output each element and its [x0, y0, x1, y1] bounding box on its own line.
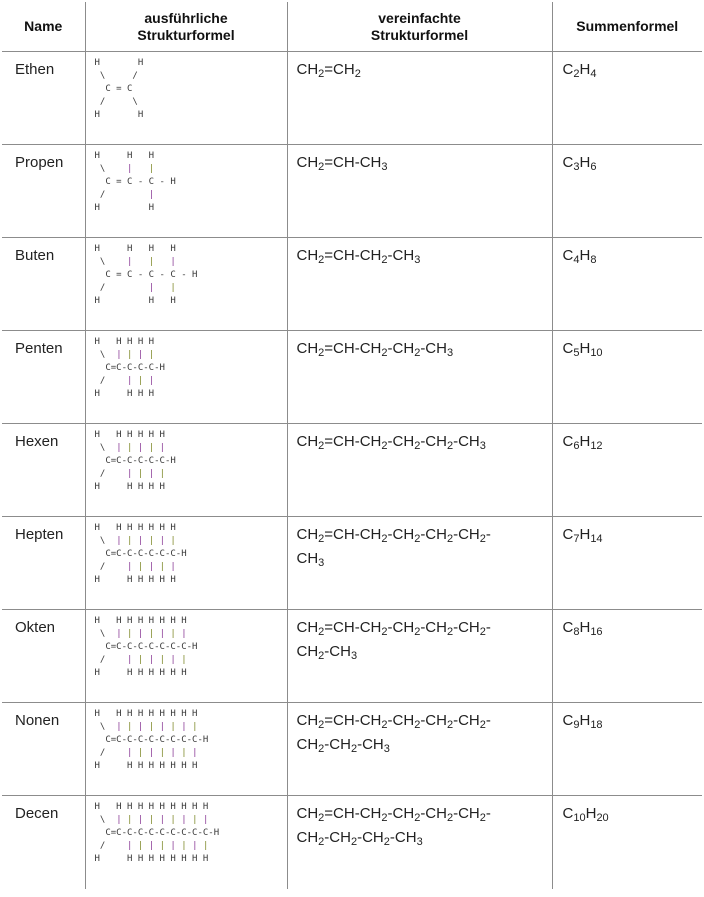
- formula-line: H H H H H H H H: [94, 761, 198, 771]
- subscript: 2: [318, 650, 325, 662]
- header-structural-full-text: ausführliche Strukturformel: [137, 9, 235, 43]
- table-row: [2, 796, 702, 889]
- bond-glyph: |: [116, 443, 122, 453]
- molecular-formula: $C_5H_{10}$: [562, 340, 603, 359]
- subscript: 2: [479, 626, 486, 638]
- bond-glyph: |: [159, 748, 165, 758]
- bond-glyph: |: [170, 257, 176, 267]
- molecular-formula: $C_2H_4$: [562, 61, 597, 80]
- simple-formula: $CH_2=CH_2$: [296, 61, 361, 80]
- bond-glyph: |: [127, 629, 133, 639]
- bond-glyph: |: [137, 376, 144, 386]
- cell-name: [2, 517, 85, 610]
- formula-line: / | | | | |: [99, 562, 176, 572]
- subscript: 3: [446, 347, 454, 359]
- structural-formula-diagram: [95, 429, 287, 494]
- bond-glyph: |: [148, 629, 155, 639]
- subscript: 2: [479, 719, 486, 731]
- bond-glyph: |: [148, 283, 155, 293]
- formula-line: / |: [99, 190, 155, 200]
- header-name: Name: [2, 2, 85, 52]
- bond-glyph: |: [170, 629, 176, 639]
- bond-glyph: |: [127, 257, 133, 267]
- bond-glyph: |: [181, 841, 187, 851]
- bond-glyph: |: [127, 562, 133, 572]
- table-row: [2, 517, 702, 610]
- bond-glyph: |: [137, 815, 144, 825]
- formula-line: / | | |: [99, 376, 155, 386]
- subscript: 3: [318, 557, 325, 569]
- formula-line: C=C-C-C-C-C-H: [94, 456, 176, 466]
- bond-glyph: |: [148, 190, 155, 200]
- cell-structural-full: [85, 517, 287, 610]
- cell-molecular: [552, 424, 702, 517]
- subscript: 2: [414, 719, 421, 731]
- formula-line: C=C-C-C-C-C-C-C-C-H: [94, 735, 209, 745]
- subscript: 3: [383, 743, 390, 755]
- bond-glyph: |: [116, 815, 122, 825]
- bond-glyph: |: [137, 722, 144, 732]
- subscript: 2: [446, 719, 454, 731]
- subscript: 16: [590, 626, 603, 638]
- bond-glyph: |: [148, 815, 155, 825]
- table-body: [2, 52, 702, 889]
- subscript: 2: [350, 836, 358, 848]
- cell-structural-full: [85, 238, 287, 331]
- subscript: 9: [573, 719, 580, 731]
- cell-structural-simple: [287, 517, 552, 610]
- cell-name: [2, 238, 85, 331]
- bond-glyph: |: [148, 655, 155, 665]
- cell-molecular: [552, 796, 702, 889]
- bond-glyph: |: [137, 655, 144, 665]
- cell-structural-simple: [287, 238, 552, 331]
- bond-glyph: |: [137, 443, 144, 453]
- cell-molecular: [552, 331, 702, 424]
- alkene-name: Okten: [15, 619, 56, 636]
- formula-line: H H H: [94, 296, 176, 306]
- bond-glyph: |: [127, 376, 133, 386]
- simple-formula-line: $CH_2-CH_2-CH_3$: [296, 736, 390, 755]
- table-row: [2, 52, 702, 145]
- table-row: [2, 424, 702, 517]
- bond-glyph: |: [159, 815, 165, 825]
- bond-glyph: |: [148, 536, 155, 546]
- formula-line: / | | | | | | | |: [99, 841, 209, 851]
- subscript: 2: [318, 812, 325, 824]
- subscript: 3: [573, 161, 580, 173]
- table-row: [2, 331, 702, 424]
- bond-glyph: |: [181, 655, 187, 665]
- subscript: 2: [318, 161, 325, 173]
- formula-line: \ /: [94, 71, 138, 81]
- bond-glyph: |: [137, 841, 144, 851]
- subscript: 2: [414, 533, 421, 545]
- bond-glyph: |: [170, 722, 176, 732]
- cell-structural-full: [85, 703, 287, 796]
- formula-line: / | | | |: [99, 469, 165, 479]
- alkene-table: [2, 2, 702, 889]
- cell-molecular: [552, 517, 702, 610]
- bond-glyph: |: [148, 257, 155, 267]
- formula-line: / | | | | | | |: [99, 748, 198, 758]
- subscript: 2: [381, 533, 388, 545]
- bond-glyph: |: [148, 376, 155, 386]
- formula-line: H H: [94, 58, 144, 68]
- formula-line: H H H H H H: [94, 430, 165, 440]
- bond-glyph: |: [127, 655, 133, 665]
- simple-formula-line: $CH_2=CH-CH_2-CH_2-CH_2-CH_2-$: [296, 619, 491, 638]
- subscript: 10: [573, 812, 586, 824]
- cell-name: [2, 424, 85, 517]
- simple-formula-line: $CH_2=CH-CH_2-CH_2-CH_2-CH_2-$: [296, 712, 491, 731]
- cell-structural-full: [85, 52, 287, 145]
- molecular-formula: $C_3H_6$: [562, 154, 597, 173]
- formula-line: \ | | | | | | |: [99, 629, 187, 639]
- alkene-name: Nonen: [15, 712, 60, 729]
- subscript: 3: [479, 440, 486, 452]
- bond-glyph: |: [170, 841, 176, 851]
- formula-line: \ | | | | |: [99, 443, 165, 453]
- bond-glyph: |: [192, 815, 198, 825]
- table-row: [2, 238, 702, 331]
- cell-structural-full: [85, 796, 287, 889]
- cell-molecular: [552, 238, 702, 331]
- structural-formula-diagram: [95, 801, 287, 866]
- molecular-formula: $C_9H_{18}$: [562, 712, 603, 731]
- bond-glyph: |: [159, 841, 165, 851]
- subscript: 2: [381, 440, 388, 452]
- bond-glyph: |: [127, 350, 133, 360]
- formula-line: H H H H H H H H H: [94, 709, 198, 719]
- bond-glyph: |: [192, 722, 198, 732]
- bond-glyph: |: [127, 164, 133, 174]
- bond-glyph: |: [170, 655, 176, 665]
- bond-glyph: |: [202, 815, 209, 825]
- subscript: 3: [381, 161, 388, 173]
- subscript: 7: [573, 533, 580, 545]
- alkene-name: Penten: [15, 340, 63, 357]
- cell-structural-simple: [287, 610, 552, 703]
- bond-glyph: |: [159, 629, 165, 639]
- subscript: 2: [381, 347, 388, 359]
- subscript: 8: [590, 254, 597, 266]
- header-structural-simple: [287, 2, 552, 52]
- formula-line: \ | | | |: [99, 350, 155, 360]
- formula-line: / | |: [99, 283, 176, 293]
- cell-structural-full: [85, 145, 287, 238]
- molecular-formula: $C_6H_{12}$: [562, 433, 603, 452]
- bond-glyph: |: [127, 841, 133, 851]
- formula-line: H H H H H H H: [94, 668, 187, 678]
- cell-structural-simple: [287, 145, 552, 238]
- cell-name: [2, 796, 85, 889]
- alkene-name: Decen: [15, 805, 59, 822]
- cell-name: [2, 52, 85, 145]
- subscript: 2: [381, 812, 388, 824]
- formula-line: H H H H H H H H: [94, 616, 187, 626]
- formula-line: H H H H H H H: [94, 523, 176, 533]
- alkene-name: Hexen: [15, 433, 59, 450]
- bond-glyph: |: [137, 748, 144, 758]
- molecular-formula: $C_7H_{14}$: [562, 526, 603, 545]
- cell-structural-simple: [287, 424, 552, 517]
- cell-molecular: [552, 52, 702, 145]
- formula-line: H H: [94, 203, 155, 213]
- bond-glyph: |: [159, 536, 165, 546]
- bond-glyph: |: [137, 562, 144, 572]
- subscript: 2: [318, 440, 325, 452]
- structural-formula-diagram: [95, 150, 287, 215]
- subscript: 3: [350, 650, 358, 662]
- bond-glyph: |: [202, 841, 209, 851]
- subscript: 3: [416, 836, 423, 848]
- header-molecular: Summenformel: [552, 2, 702, 52]
- alkene-name: Ethen: [15, 61, 55, 78]
- subscript: 5: [573, 347, 580, 359]
- header-structural-full: [85, 2, 287, 52]
- subscript: 14: [590, 533, 603, 545]
- subscript: 2: [350, 743, 358, 755]
- bond-glyph: |: [159, 655, 165, 665]
- bond-glyph: |: [116, 536, 122, 546]
- molecular-formula: $C_{10}H_{20}$: [562, 805, 609, 824]
- subscript: 4: [590, 68, 597, 80]
- table-header: [2, 2, 702, 52]
- cell-structural-simple: [287, 331, 552, 424]
- cell-molecular: [552, 610, 702, 703]
- bond-glyph: |: [148, 350, 155, 360]
- subscript: 2: [414, 440, 421, 452]
- subscript: 2: [381, 254, 388, 266]
- formula-line: H H H H: [94, 244, 176, 254]
- molecular-formula: $C_4H_8$: [562, 247, 597, 266]
- subscript: 20: [596, 812, 609, 824]
- bond-glyph: |: [148, 164, 155, 174]
- bond-glyph: |: [137, 629, 144, 639]
- cell-structural-full: [85, 331, 287, 424]
- cell-structural-simple: [287, 796, 552, 889]
- bond-glyph: |: [148, 722, 155, 732]
- bond-glyph: |: [137, 536, 144, 546]
- formula-line: H H H H H H H H H H: [94, 802, 209, 812]
- simple-formula-line: $CH_2=CH-CH_2-CH_2-CH_2-CH_2-$: [296, 526, 491, 545]
- subscript: 2: [318, 626, 325, 638]
- cell-structural-full: [85, 610, 287, 703]
- subscript: 2: [318, 533, 325, 545]
- cell-molecular: [552, 145, 702, 238]
- cell-name: [2, 703, 85, 796]
- bond-glyph: |: [137, 350, 144, 360]
- formula-line: H H H H H: [94, 482, 165, 492]
- simple-formula: $CH_2=CH-CH_2-CH_3$: [296, 247, 421, 266]
- cell-name: [2, 145, 85, 238]
- header-structural-simple-text: vereinfachte Strukturformel: [370, 9, 469, 43]
- subscript: 2: [479, 812, 486, 824]
- subscript: 3: [414, 254, 421, 266]
- bond-glyph: |: [181, 815, 187, 825]
- cell-name: [2, 331, 85, 424]
- structural-formula-diagram: [95, 243, 287, 308]
- subscript: 2: [318, 836, 325, 848]
- simple-formula: $CH_2=CH-CH_2-CH_2-CH_2-CH_3$: [296, 433, 486, 452]
- bond-glyph: |: [127, 748, 133, 758]
- subscript: 2: [479, 533, 486, 545]
- bond-glyph: |: [170, 815, 176, 825]
- subscript: 18: [590, 719, 603, 731]
- cell-name: [2, 610, 85, 703]
- subscript: 2: [381, 719, 388, 731]
- formula-line: C=C-C-C-C-C-C-C-H: [94, 642, 198, 652]
- structural-formula-diagram: [95, 57, 287, 122]
- subscript: 8: [573, 626, 580, 638]
- subscript: 2: [446, 533, 454, 545]
- bond-glyph: |: [148, 469, 155, 479]
- bond-glyph: |: [148, 748, 155, 758]
- subscript: 2: [573, 68, 580, 80]
- subscript: 2: [446, 440, 454, 452]
- bond-glyph: |: [127, 469, 133, 479]
- structural-formula-diagram: [95, 522, 287, 587]
- bond-glyph: |: [181, 722, 187, 732]
- alkene-name: Propen: [15, 154, 64, 171]
- formula-line: C=C-C-C-C-C-C-H: [94, 549, 187, 559]
- simple-formula-line: $CH_3$: [296, 550, 325, 569]
- formula-line: / \: [94, 97, 138, 107]
- bond-glyph: |: [159, 443, 165, 453]
- bond-glyph: |: [192, 748, 198, 758]
- bond-glyph: |: [170, 562, 176, 572]
- bond-glyph: |: [127, 536, 133, 546]
- table-row: [2, 610, 702, 703]
- table-row: [2, 703, 702, 796]
- subscript: 2: [446, 812, 454, 824]
- formula-line: H H H H H H H H H: [94, 854, 209, 864]
- subscript: 2: [414, 347, 421, 359]
- formula-line: \ | | |: [99, 257, 176, 267]
- cell-structural-simple: [287, 703, 552, 796]
- subscript: 2: [446, 626, 454, 638]
- bond-glyph: |: [127, 443, 133, 453]
- alkene-name: Hepten: [15, 526, 64, 543]
- formula-line: H H: [94, 110, 144, 120]
- formula-line: \ | | | | | | | | |: [99, 815, 209, 825]
- formula-line: \ | | | | | |: [99, 536, 176, 546]
- subscript: 2: [414, 626, 421, 638]
- subscript: 2: [318, 743, 325, 755]
- bond-glyph: |: [170, 748, 176, 758]
- bond-glyph: |: [116, 722, 122, 732]
- formula-line: C = C: [94, 84, 133, 94]
- subscript: 4: [573, 254, 580, 266]
- subscript: 12: [590, 440, 603, 452]
- bond-glyph: |: [127, 722, 133, 732]
- formula-line: H H H H H: [94, 337, 155, 347]
- bond-glyph: |: [116, 629, 122, 639]
- bond-glyph: |: [170, 283, 176, 293]
- bond-glyph: |: [159, 722, 165, 732]
- simple-formula: $CH_2=CH-CH_2-CH_2-CH_3$: [296, 340, 454, 359]
- formula-line: \ | | | | | | | |: [99, 722, 198, 732]
- subscript: 2: [414, 812, 421, 824]
- cell-structural-simple: [287, 52, 552, 145]
- bond-glyph: |: [148, 841, 155, 851]
- simple-formula-line: $CH_2=CH-CH_2-CH_2-CH_2-CH_2-$: [296, 805, 491, 824]
- cell-structural-full: [85, 424, 287, 517]
- bond-glyph: |: [181, 629, 187, 639]
- table-row: [2, 145, 702, 238]
- subscript: 2: [318, 347, 325, 359]
- formula-line: \ | |: [99, 164, 155, 174]
- formula-line: H H H H: [94, 389, 155, 399]
- bond-glyph: |: [159, 469, 165, 479]
- simple-formula-line: $CH_2-CH_3$: [296, 643, 358, 662]
- structural-formula-diagram: [95, 708, 287, 773]
- bond-glyph: |: [181, 748, 187, 758]
- subscript: 6: [573, 440, 580, 452]
- simple-formula: $CH_2=CH-CH_3$: [296, 154, 388, 173]
- formula-line: C=C-C-C-C-H: [94, 363, 165, 373]
- subscript: 2: [383, 836, 390, 848]
- subscript: 2: [381, 626, 388, 638]
- bond-glyph: |: [192, 841, 198, 851]
- bond-glyph: |: [127, 815, 133, 825]
- formula-line: H H H: [94, 151, 155, 161]
- subscript: 2: [354, 68, 361, 80]
- formula-line: H H H H H H: [94, 575, 176, 585]
- subscript: 6: [590, 161, 597, 173]
- subscript: 2: [318, 254, 325, 266]
- molecular-formula: $C_8H_{16}$: [562, 619, 603, 638]
- bond-glyph: |: [116, 350, 122, 360]
- bond-glyph: |: [137, 469, 144, 479]
- formula-line: C=C-C-C-C-C-C-C-C-C-H: [94, 828, 220, 838]
- formula-line: C = C - C - C - H: [94, 270, 198, 280]
- bond-glyph: |: [159, 562, 165, 572]
- subscript: 2: [318, 719, 325, 731]
- alkene-name: Buten: [15, 247, 55, 264]
- subscript: 2: [318, 68, 325, 80]
- bond-glyph: |: [148, 562, 155, 572]
- structural-formula-diagram: [95, 336, 287, 401]
- formula-line: C = C - C - H: [94, 177, 176, 187]
- structural-formula-diagram: [95, 615, 287, 680]
- bond-glyph: |: [148, 443, 155, 453]
- bond-glyph: |: [170, 536, 176, 546]
- simple-formula-line: $CH_2-CH_2-CH_2-CH_3$: [296, 829, 423, 848]
- cell-molecular: [552, 703, 702, 796]
- subscript: 10: [590, 347, 603, 359]
- formula-line: / | | | | | |: [99, 655, 187, 665]
